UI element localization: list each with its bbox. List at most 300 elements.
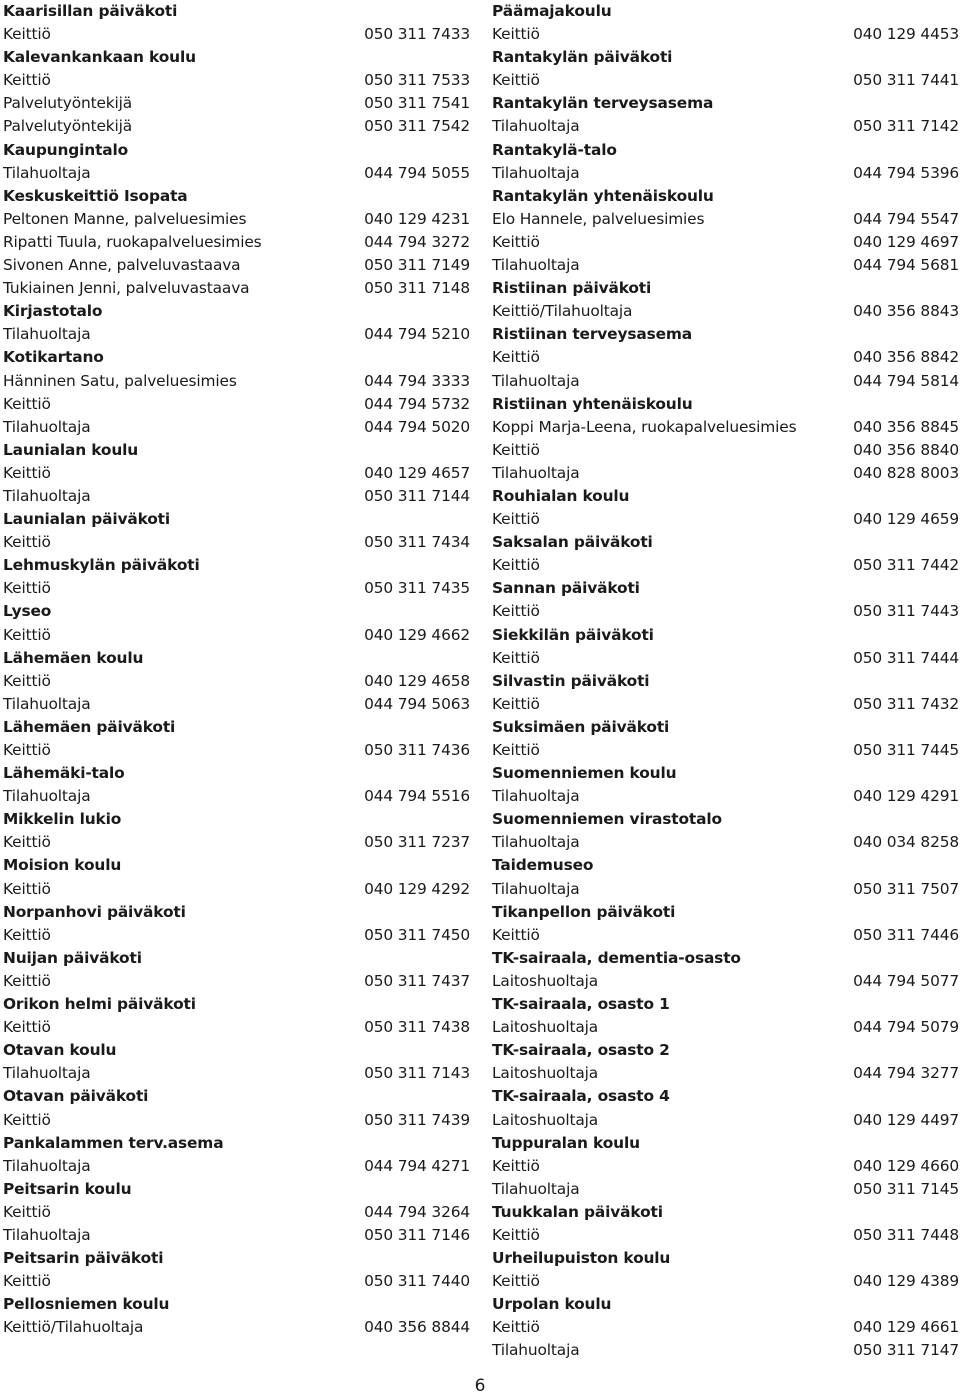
contact-entry bbox=[492, 69, 959, 92]
location-heading bbox=[492, 0, 959, 23]
location-heading bbox=[3, 1293, 470, 1316]
contact-entry bbox=[492, 23, 959, 46]
phone-number: 044 794 5396 bbox=[853, 163, 959, 182]
location-name: Siekkilän päiväkoti bbox=[492, 625, 654, 644]
contact-name: Tilahuoltaja bbox=[492, 256, 580, 275]
location-heading bbox=[492, 323, 959, 346]
phone-number: 040 129 4661 bbox=[853, 1318, 959, 1337]
contact-entry bbox=[492, 300, 959, 323]
contact-entry bbox=[3, 69, 470, 92]
contact-name: Tilahuoltaja bbox=[3, 787, 91, 806]
location-name: Kotikartano bbox=[3, 348, 104, 367]
phone-number: 040 129 4660 bbox=[853, 1156, 959, 1175]
contact-entry bbox=[3, 878, 470, 901]
location-name: TK-sairaala, osasto 1 bbox=[492, 995, 670, 1014]
contact-entry bbox=[492, 1270, 959, 1293]
contact-name: Elo Hannele, palveluesimies bbox=[492, 209, 705, 228]
phone-number: 044 794 5063 bbox=[364, 694, 470, 713]
location-name: Saksalan päiväkoti bbox=[492, 533, 653, 552]
contact-name: Tukiainen Jenni, palveluvastaava bbox=[3, 279, 250, 298]
contact-name: Peltonen Manne, palveluesimies bbox=[3, 209, 247, 228]
phone-number: 044 794 3277 bbox=[853, 1064, 959, 1083]
phone-number: 040 034 8258 bbox=[853, 833, 959, 852]
contact-name: Hänninen Satu, palveluesimies bbox=[3, 371, 237, 390]
contact-entry bbox=[3, 531, 470, 554]
contact-name: Keittiö bbox=[3, 1272, 51, 1291]
phone-number: 050 311 7436 bbox=[364, 741, 470, 759]
location-heading bbox=[3, 808, 470, 831]
contact-name: Keittiö/Tilahuoltaja bbox=[492, 302, 633, 321]
contact-entry bbox=[492, 1339, 959, 1362]
phone-number: 050 311 7440 bbox=[364, 1272, 470, 1291]
contact-entry bbox=[3, 1016, 470, 1039]
contact-entry bbox=[492, 693, 959, 716]
phone-number: 040 356 8840 bbox=[853, 440, 959, 459]
phone-number: 050 311 7533 bbox=[364, 71, 470, 90]
location-heading bbox=[492, 947, 959, 970]
location-heading bbox=[3, 1247, 470, 1270]
location-heading bbox=[3, 554, 470, 577]
contact-name: Tilahuoltaja bbox=[3, 417, 91, 436]
contact-name: Keittiö bbox=[3, 971, 51, 990]
location-heading bbox=[3, 947, 470, 970]
location-heading bbox=[3, 46, 470, 69]
location-name: Kaupungintalo bbox=[3, 140, 129, 159]
phone-number: 044 794 5547 bbox=[853, 209, 959, 228]
contact-entry bbox=[492, 346, 959, 369]
contact-name: Keittiö bbox=[492, 25, 540, 44]
phone-number: 050 311 7446 bbox=[853, 925, 959, 944]
contact-entry bbox=[3, 254, 470, 277]
location-heading bbox=[492, 993, 959, 1016]
phone-number: 040 356 8845 bbox=[853, 417, 959, 436]
location-heading bbox=[492, 1247, 959, 1270]
location-name: Suksimäen päiväkoti bbox=[492, 717, 670, 736]
contact-entry bbox=[3, 323, 470, 346]
location-name: Ristiinan päiväkoti bbox=[492, 279, 652, 298]
contact-entry bbox=[3, 1155, 470, 1178]
contact-name: Palvelutyöntekijä bbox=[3, 117, 133, 136]
phone-number: 040 129 4292 bbox=[364, 879, 470, 898]
contact-entry bbox=[3, 970, 470, 993]
phone-number: 044 794 5079 bbox=[853, 1018, 959, 1037]
contact-entry bbox=[492, 600, 959, 623]
contact-entry bbox=[492, 254, 959, 277]
phone-number: 040 356 8842 bbox=[853, 348, 959, 367]
location-name: Keskuskeittiö Isopata bbox=[3, 186, 188, 205]
contact-name: Keittiö bbox=[3, 1018, 51, 1037]
location-heading bbox=[3, 854, 470, 877]
phone-number: 050 311 7433 bbox=[364, 25, 470, 44]
phone-number: 040 129 4453 bbox=[853, 25, 959, 44]
location-heading bbox=[492, 1132, 959, 1155]
location-name: Peitsarin koulu bbox=[3, 1179, 132, 1198]
phone-number: 050 311 7541 bbox=[364, 94, 470, 113]
location-name: Rantakylän terveysasema bbox=[492, 94, 714, 113]
contact-entry bbox=[3, 924, 470, 947]
location-name: Silvastin päiväkoti bbox=[492, 671, 650, 690]
contact-entry bbox=[3, 693, 470, 716]
phone-number: 050 311 7144 bbox=[364, 486, 470, 505]
phone-number: 044 794 5681 bbox=[853, 256, 959, 275]
location-heading bbox=[3, 139, 470, 162]
phone-number: 050 311 7432 bbox=[853, 694, 959, 713]
contact-name: Keittiö bbox=[3, 879, 51, 898]
location-heading bbox=[492, 670, 959, 693]
contact-name: Keittiö bbox=[3, 463, 51, 482]
location-name: TK-sairaala, dementia-osasto bbox=[492, 948, 741, 967]
contact-entry bbox=[492, 1155, 959, 1178]
contact-entry bbox=[492, 462, 959, 485]
contact-name: Ripatti Tuula, ruokapalveluesimies bbox=[3, 232, 262, 251]
contact-name: Laitoshuoltaja bbox=[492, 1110, 599, 1129]
location-heading bbox=[492, 808, 959, 831]
contact-name: Keittiö bbox=[492, 510, 540, 529]
contact-entry bbox=[492, 370, 959, 393]
phone-number: 050 311 7438 bbox=[364, 1018, 470, 1037]
contact-entry bbox=[492, 831, 959, 854]
contact-name: Keittiö bbox=[492, 648, 540, 667]
location-heading bbox=[3, 0, 470, 23]
phone-number: 044 794 5077 bbox=[853, 971, 959, 990]
contact-name: Keittiö bbox=[492, 1156, 540, 1175]
location-name: Lehmuskylän päiväkoti bbox=[3, 556, 200, 575]
location-name: Rantakylä-talo bbox=[492, 140, 617, 159]
contact-entry bbox=[492, 785, 959, 808]
contact-name: Keittiö bbox=[492, 440, 540, 459]
location-heading bbox=[3, 439, 470, 462]
location-name: Orikon helmi päiväkoti bbox=[3, 995, 196, 1014]
location-heading bbox=[3, 508, 470, 531]
contact-name: Keittiö bbox=[492, 1272, 540, 1291]
phone-number: 044 794 4271 bbox=[364, 1156, 470, 1175]
contact-name: Koppi Marja-Leena, ruokapalveluesimies bbox=[492, 417, 797, 436]
contact-entry bbox=[492, 878, 959, 901]
contact-entry bbox=[3, 462, 470, 485]
contact-name: Tilahuoltaja bbox=[492, 371, 580, 390]
phone-number: 050 311 7442 bbox=[853, 556, 959, 575]
contact-entry bbox=[3, 785, 470, 808]
contact-name: Keittiö bbox=[3, 625, 51, 644]
contact-name: Keittiö bbox=[492, 741, 540, 759]
contact-name: Keittiö bbox=[492, 1318, 540, 1337]
phone-number: 040 129 4659 bbox=[853, 510, 959, 529]
contact-name: Tilahuoltaja bbox=[492, 787, 580, 806]
location-name: Launialan koulu bbox=[3, 440, 139, 459]
location-name: Lyseo bbox=[3, 602, 52, 621]
contact-entry bbox=[492, 647, 959, 670]
contact-name: Keittiö bbox=[3, 71, 51, 90]
contact-name: Tilahuoltaja bbox=[3, 1064, 91, 1083]
contact-entry bbox=[492, 439, 959, 462]
contact-entry bbox=[492, 231, 959, 254]
location-name: Sannan päiväkoti bbox=[492, 579, 640, 598]
contact-entry bbox=[492, 208, 959, 231]
directory-column-left bbox=[3, 0, 470, 1339]
contact-name: Tilahuoltaja bbox=[492, 163, 580, 182]
location-name: Urheilupuiston koulu bbox=[492, 1249, 671, 1268]
contact-name: Tilahuoltaja bbox=[3, 325, 91, 344]
location-name: Kirjastotalo bbox=[3, 302, 103, 321]
contact-entry bbox=[492, 970, 959, 993]
contact-name: Keittiö bbox=[3, 671, 51, 690]
contact-entry bbox=[3, 1201, 470, 1224]
contact-entry bbox=[3, 670, 470, 693]
location-name: Päämajakoulu bbox=[492, 2, 612, 20]
location-name: Tuukkalan päiväkoti bbox=[492, 1202, 663, 1221]
location-name: Urpolan koulu bbox=[492, 1295, 612, 1314]
directory-column-right bbox=[492, 0, 959, 1363]
contact-name: Keittiö bbox=[3, 741, 51, 759]
location-heading bbox=[492, 577, 959, 600]
contact-entry bbox=[492, 1224, 959, 1247]
contact-name: Tilahuoltaja bbox=[492, 1341, 580, 1360]
phone-number: 050 311 7149 bbox=[364, 256, 470, 275]
contact-name: Tilahuoltaja bbox=[492, 879, 580, 898]
phone-number: 044 794 5055 bbox=[364, 163, 470, 182]
contact-entry bbox=[492, 416, 959, 439]
contact-entry bbox=[492, 739, 959, 762]
contact-entry bbox=[492, 1109, 959, 1132]
phone-number: 050 311 7437 bbox=[364, 971, 470, 990]
phone-number: 040 828 8003 bbox=[853, 463, 959, 482]
contact-entry bbox=[3, 739, 470, 762]
contact-entry bbox=[492, 1316, 959, 1339]
contact-name: Keittiö bbox=[492, 694, 540, 713]
phone-number: 040 129 4697 bbox=[853, 232, 959, 251]
contact-name: Tilahuoltaja bbox=[492, 463, 580, 482]
phone-number: 050 311 7444 bbox=[853, 648, 959, 667]
phone-number: 044 794 5210 bbox=[364, 325, 470, 344]
contact-entry bbox=[3, 416, 470, 439]
contact-name: Keittiö bbox=[3, 25, 51, 44]
location-heading bbox=[492, 531, 959, 554]
phone-number: 050 311 7142 bbox=[853, 117, 959, 136]
phone-number: 050 311 7542 bbox=[364, 117, 470, 136]
location-heading bbox=[492, 716, 959, 739]
location-heading bbox=[492, 762, 959, 785]
location-heading bbox=[3, 185, 470, 208]
phone-number: 050 311 7439 bbox=[364, 1110, 470, 1129]
location-name: Norpanhovi päiväkoti bbox=[3, 902, 186, 921]
contact-name: Tilahuoltaja bbox=[3, 486, 91, 505]
location-name: TK-sairaala, osasto 2 bbox=[492, 1041, 670, 1060]
location-name: Kaarisillan päiväkoti bbox=[3, 2, 178, 20]
location-heading bbox=[3, 600, 470, 623]
contact-name: Keittiö bbox=[3, 533, 51, 552]
location-heading bbox=[492, 185, 959, 208]
location-heading bbox=[492, 393, 959, 416]
contact-name: Keittiö bbox=[3, 925, 51, 944]
phone-number: 044 794 5732 bbox=[364, 394, 470, 413]
location-name: Rouhialan koulu bbox=[492, 486, 630, 505]
page-number: 6 bbox=[474, 1376, 486, 1396]
contact-name: Tilahuoltaja bbox=[492, 1179, 580, 1198]
location-name: Launialan päiväkoti bbox=[3, 510, 171, 529]
location-heading bbox=[3, 1178, 470, 1201]
contact-name: Keittiö bbox=[492, 232, 540, 251]
phone-number: 050 311 7237 bbox=[364, 833, 470, 852]
location-heading bbox=[492, 46, 959, 69]
contact-name: Laitoshuoltaja bbox=[492, 1018, 599, 1037]
location-name: Ristiinan terveysasema bbox=[492, 325, 693, 344]
contact-name: Keittiö/Tilahuoltaja bbox=[3, 1318, 144, 1337]
phone-number: 040 129 4658 bbox=[364, 671, 470, 690]
phone-number: 040 129 4657 bbox=[364, 463, 470, 482]
location-heading bbox=[3, 762, 470, 785]
location-name: Moision koulu bbox=[3, 856, 122, 875]
contact-entry bbox=[3, 1316, 470, 1339]
contact-name: Keittiö bbox=[3, 833, 51, 852]
location-name: Ristiinan yhtenäiskoulu bbox=[492, 394, 693, 413]
contact-name: Tilahuoltaja bbox=[3, 163, 91, 182]
contact-entry bbox=[3, 1109, 470, 1132]
phone-number: 040 129 4231 bbox=[364, 209, 470, 228]
contact-entry bbox=[492, 508, 959, 531]
location-heading bbox=[492, 854, 959, 877]
contact-entry bbox=[3, 115, 470, 138]
location-name: Kalevankankaan koulu bbox=[3, 48, 196, 67]
location-name: Nuijan päiväkoti bbox=[3, 948, 142, 967]
location-heading bbox=[492, 92, 959, 115]
contact-entry bbox=[3, 231, 470, 254]
phone-number: 050 311 7147 bbox=[853, 1341, 959, 1360]
phone-number: 040 129 4662 bbox=[364, 625, 470, 644]
contact-name: Keittiö bbox=[492, 556, 540, 575]
contact-entry bbox=[3, 1224, 470, 1247]
contact-name: Keittiö bbox=[3, 1202, 51, 1221]
location-heading bbox=[492, 1293, 959, 1316]
location-heading bbox=[3, 993, 470, 1016]
phone-number: 050 311 7448 bbox=[853, 1225, 959, 1244]
phone-number: 044 794 3333 bbox=[364, 371, 470, 390]
location-name: Pellosniemen koulu bbox=[3, 1295, 170, 1314]
location-heading bbox=[492, 1085, 959, 1108]
location-name: Taidemuseo bbox=[492, 856, 594, 875]
contact-entry bbox=[3, 277, 470, 300]
location-name: Peitsarin päiväkoti bbox=[3, 1249, 164, 1268]
location-heading bbox=[492, 624, 959, 647]
contact-entry bbox=[492, 115, 959, 138]
phone-number: 040 356 8843 bbox=[853, 302, 959, 321]
phone-number: 040 129 4389 bbox=[853, 1272, 959, 1291]
phone-number: 050 311 7507 bbox=[853, 879, 959, 898]
contact-entry bbox=[3, 370, 470, 393]
phone-number: 044 794 5020 bbox=[364, 417, 470, 436]
phone-number: 044 794 3264 bbox=[364, 1202, 470, 1221]
phone-number: 044 794 5814 bbox=[853, 371, 959, 390]
contact-name: Laitoshuoltaja bbox=[492, 971, 599, 990]
location-name: Suomenniemen virastotalo bbox=[492, 810, 722, 829]
contact-entry bbox=[3, 485, 470, 508]
location-name: Tikanpellon päiväkoti bbox=[492, 902, 676, 921]
location-name: Lähemäen päiväkoti bbox=[3, 717, 176, 736]
location-name: Lähemäen koulu bbox=[3, 648, 144, 667]
location-heading bbox=[492, 1039, 959, 1062]
contact-entry bbox=[3, 1270, 470, 1293]
location-heading bbox=[3, 300, 470, 323]
contact-name: Keittiö bbox=[3, 394, 51, 413]
phone-number: 044 794 5516 bbox=[364, 787, 470, 806]
contact-name: Keittiö bbox=[492, 925, 540, 944]
location-name: Otavan koulu bbox=[3, 1041, 117, 1060]
location-heading bbox=[492, 901, 959, 924]
phone-number: 050 311 7145 bbox=[853, 1179, 959, 1198]
contact-name: Keittiö bbox=[492, 1225, 540, 1244]
phone-number: 050 311 7146 bbox=[364, 1225, 470, 1244]
phone-number: 050 311 7435 bbox=[364, 579, 470, 598]
contact-entry bbox=[492, 924, 959, 947]
phone-number: 040 129 4291 bbox=[853, 787, 959, 806]
contact-name: Tilahuoltaja bbox=[492, 833, 580, 852]
phone-number: 050 311 7443 bbox=[853, 602, 959, 621]
location-heading bbox=[3, 346, 470, 369]
contact-name: Sivonen Anne, palveluvastaava bbox=[3, 256, 241, 275]
contact-name: Palvelutyöntekijä bbox=[3, 94, 133, 113]
location-heading bbox=[3, 1132, 470, 1155]
contact-name: Keittiö bbox=[3, 579, 51, 598]
contact-entry bbox=[3, 624, 470, 647]
location-name: Lähemäki-talo bbox=[3, 764, 125, 783]
location-name: Tuppuralan koulu bbox=[492, 1133, 640, 1152]
contact-entry bbox=[3, 393, 470, 416]
location-heading bbox=[492, 1201, 959, 1224]
contact-name: Tilahuoltaja bbox=[3, 1156, 91, 1175]
location-name: Rantakylän päiväkoti bbox=[492, 48, 673, 67]
location-heading bbox=[3, 647, 470, 670]
contact-entry bbox=[3, 577, 470, 600]
contact-entry bbox=[3, 23, 470, 46]
location-heading bbox=[3, 1039, 470, 1062]
contact-entry bbox=[3, 162, 470, 185]
phone-number: 050 311 7148 bbox=[364, 279, 470, 298]
location-name: Rantakylän yhtenäiskoulu bbox=[492, 186, 714, 205]
contact-entry bbox=[3, 92, 470, 115]
location-name: TK-sairaala, osasto 4 bbox=[492, 1087, 670, 1106]
location-heading bbox=[3, 1085, 470, 1108]
location-heading bbox=[3, 716, 470, 739]
location-heading bbox=[492, 485, 959, 508]
location-name: Pankalammen terv.asema bbox=[3, 1133, 224, 1152]
phone-number: 040 356 8844 bbox=[364, 1318, 470, 1337]
contact-name: Tilahuoltaja bbox=[3, 1225, 91, 1244]
contact-entry bbox=[492, 1062, 959, 1085]
contact-entry bbox=[492, 1016, 959, 1039]
contact-entry bbox=[3, 208, 470, 231]
contact-name: Keittiö bbox=[492, 602, 540, 621]
contact-name: Tilahuoltaja bbox=[3, 694, 91, 713]
contact-entry bbox=[3, 1062, 470, 1085]
contact-name: Keittiö bbox=[492, 71, 540, 90]
location-name: Otavan päiväkoti bbox=[3, 1087, 149, 1106]
location-name: Mikkelin lukio bbox=[3, 810, 122, 829]
contact-name: Laitoshuoltaja bbox=[492, 1064, 599, 1083]
contact-entry bbox=[492, 554, 959, 577]
phone-number: 050 311 7450 bbox=[364, 925, 470, 944]
contact-name: Tilahuoltaja bbox=[492, 117, 580, 136]
phone-number: 050 311 7143 bbox=[364, 1064, 470, 1083]
location-heading bbox=[3, 901, 470, 924]
contact-entry bbox=[3, 831, 470, 854]
contact-name: Keittiö bbox=[3, 1110, 51, 1129]
location-heading bbox=[492, 139, 959, 162]
contact-entry bbox=[492, 162, 959, 185]
location-heading bbox=[492, 277, 959, 300]
phone-number: 044 794 3272 bbox=[364, 232, 470, 251]
phone-number: 050 311 7445 bbox=[853, 741, 959, 759]
phone-number: 050 311 7434 bbox=[364, 533, 470, 552]
contact-name: Keittiö bbox=[492, 348, 540, 367]
